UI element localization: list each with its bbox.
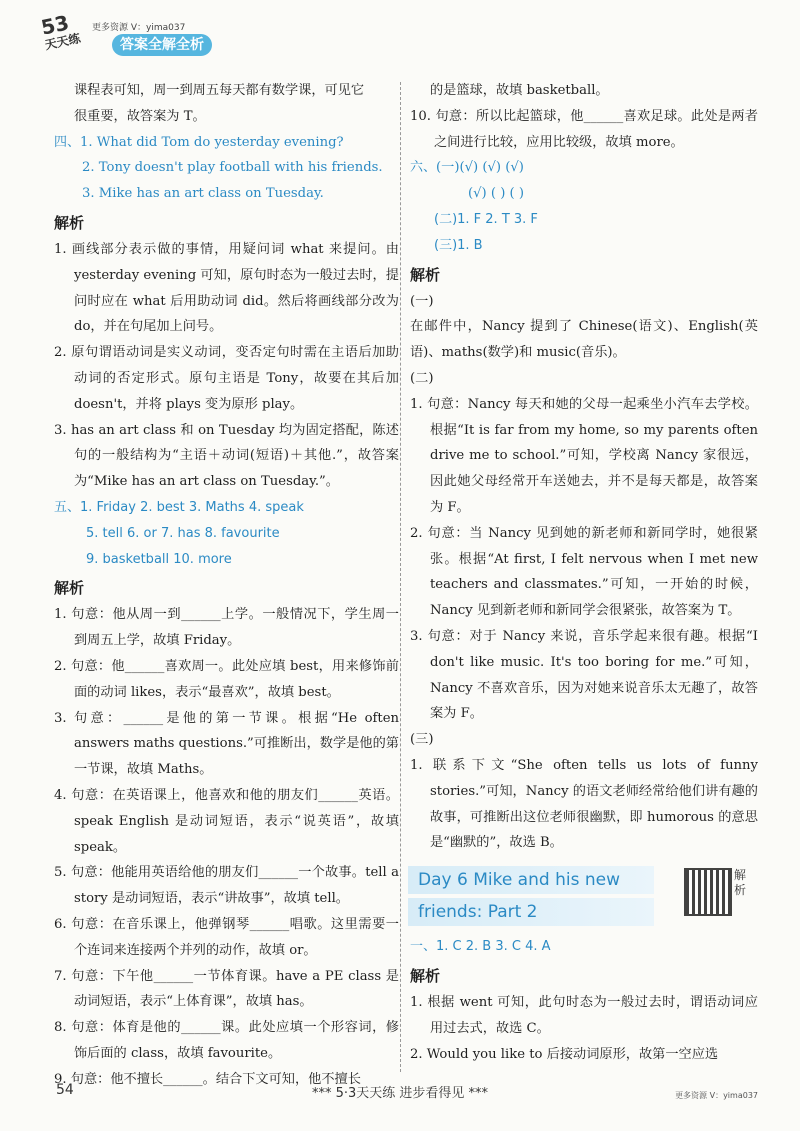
analysis-item: 1. 根据 went 可知，此句时态为一般过去时，谓语动词应用过去式，故选 C。 (410, 994, 758, 1036)
text-line: 课程表可知，周一到周五每天都有数学课，可见它 (74, 83, 365, 98)
analysis-item: 3. 句意：______是他的第一节课。根据“He often answers maths questions.”可推断出，数学是他的第一节课，故填 Maths。 (54, 710, 399, 778)
answer-line: 1. What did Tom do yesterday evening? (80, 134, 344, 150)
analysis-heading: 解析 (410, 265, 441, 284)
analysis-item: 2. 原句谓语动词是实义动词，变否定句时需在主语后加助动词的否定形式。原句主语是 Tony，故要在其后加 doesn't，并将 plays 变为原形 play。 (54, 345, 399, 412)
left-column (54, 78, 399, 1092)
qr-code-icon[interactable] (684, 868, 732, 916)
answer-line: (√) ( ) ( ) (468, 186, 525, 202)
section-5-label: 五、 (54, 499, 81, 515)
analysis-item: 1. 句意：Nancy 每天和她的父母一起乘坐小汽车去学校。根据“It is far from my home, so my parents often drive me to school.”可知，学校离 Nancy 家很远，因此她父母经常开车送她去，并不是每天都是，故答案为 F。 (410, 396, 758, 515)
analysis-item: 10. 句意：所以比起篮球，他______喜欢足球。此处是两者之间进行比较，应用比较级，故填 more。 (410, 108, 758, 150)
analysis-item: 8. 句意：体育是他的______课。此处应填一个形容词，修饰后面的 class，故填 favourite。 (54, 1020, 399, 1061)
footer-slogan: *** 5·3天天练 进步看得见 *** (311, 1086, 489, 1101)
section-4-label: 四、 (54, 134, 81, 150)
day-title-line: friends: Part 2 (408, 898, 654, 926)
analysis-item: 3. has an art class 和 on Tuesday 均为固定搭配，陈述句的一般结构为“主语＋动词(短语)＋其他.”，故答案为“Mike has an art class on Tuesday.”。 (54, 422, 399, 490)
qr-label: 解析 (734, 868, 747, 898)
answer-line: 5. tell 6. or 7. has 8. favourite (86, 525, 280, 541)
analysis-item: 2. 句意：他______喜欢周一。此处应填 best，用来修饰前面的动词 likes，表示“最喜欢”，故填 best。 (54, 658, 399, 700)
analysis-item: 7. 句意：下午他______一节体育课。have a PE class 是动词短语，表示“上体育课”，故填 has。 (54, 968, 399, 1010)
page-number: 54 (56, 1082, 74, 1098)
text-line: 很重要，故答案为 T。 (74, 108, 206, 124)
answer-line: (二)1. F 2. T 3. F (434, 211, 538, 227)
header-tag: 答案全解全析 (112, 34, 212, 56)
sub-section-label: (二) (410, 370, 434, 386)
answer-line: (三)1. B (434, 237, 483, 253)
page-header (0, 0, 800, 80)
footer-small-text: 更多资源 V：yima037 (675, 1091, 758, 1100)
analysis-item: 1. 画线部分表示做的事情，用疑问词 what 来提问。由 yesterday evening 可知，原句时态为一般过去时，提问时应在 what 后用助动词 did。然后将画线部分改为 do，并在句尾加上问号。 (54, 241, 399, 335)
answer-line: (一)(√) (√) (√) (436, 160, 524, 176)
answer-line: 9. basketball 10. more (86, 551, 232, 567)
answer-line: 一、1. C 2. B 3. C 4. A (410, 939, 551, 955)
analysis-item: 在邮件中，Nancy 提到了 Chinese(语文)、English(英语)、maths(数学)和 music(音乐)。 (410, 319, 758, 361)
day-banner (408, 866, 758, 928)
analysis-item: 5. 句意：他能用英语给他的朋友们______一个故事。tell a story 是动词短语，表示“讲故事”，故填 tell。 (54, 865, 399, 907)
sub-section-label: (一) (410, 293, 434, 309)
section-6-label: 六、 (410, 160, 437, 176)
right-column (410, 78, 758, 1067)
day-title-line: Day 6 Mike and his new (408, 866, 654, 894)
analysis-item: 4. 句意：在英语课上，他喜欢和他的朋友们______英语。speak English 是动词短语，表示“说英语”，故填 speak。 (54, 787, 399, 855)
analysis-item: 6. 句意：在音乐课上，他弹钢琴______唱歌。这里需要一个连词来连接两个并列的动作，故填 or。 (54, 916, 399, 958)
day-title (408, 866, 654, 930)
analysis-heading: 解析 (54, 579, 85, 598)
analysis-item: 1. 联系下文“She often tells us lots of funny stories.”可知，Nancy 的语文老师经常给他们讲有趣的故事，可推断出这位老师很幽默，即 humorous 的意思是“幽默的”，故选 B。 (410, 757, 758, 851)
logo-text: 天天练 (43, 31, 82, 53)
logo-number: 53 (38, 10, 72, 40)
analysis-item: 1. 句意：他从周一到______上学。一般情况下，学生周一到周五上学，故填 Friday。 (54, 607, 399, 649)
section-6-answer (410, 155, 758, 181)
brand-logo (39, 8, 93, 68)
analysis-item: 2. Would you like to 后接动词原形，故第一空应选 (410, 1046, 719, 1062)
answer-line: 1. Friday 2. best 3. Maths 4. speak (80, 499, 304, 515)
header-small-text: 更多资源 V：yima037 (92, 23, 186, 33)
analysis-heading: 解析 (410, 966, 441, 985)
text-line: 的是篮球，故填 basketball。 (430, 83, 609, 98)
section-4-answer (54, 130, 399, 156)
section-5-answer (54, 495, 399, 521)
answer-line: 3. Mike has an art class on Tuesday. (82, 186, 324, 202)
page-footer (0, 1082, 800, 1112)
sub-section-label: (三) (410, 732, 434, 748)
answer-line: 2. Tony doesn't play football with his friends. (82, 160, 383, 176)
column-divider (400, 82, 401, 1072)
analysis-heading: 解析 (54, 213, 85, 232)
analysis-item: 2. 句意：当 Nancy 见到她的新老师和新同学时，她很紧张。根据“At first, I felt nervous when I met new teachers and classmates.”可知，一开始的时候，Nancy 见到新老师和新同学会很紧张，故答案为 T。 (410, 525, 758, 619)
analysis-item: 3. 句意：对于 Nancy 来说，音乐学起来很有趣。根据“I don't like music. It's too boring for me.”可知，Nancy 不喜欢音乐，因为对她来说音乐太无趣了，故答案为 F。 (410, 628, 758, 722)
analysis-item: 9. 句意：他不擅长______。结合下文可知，他不擅长 (54, 1071, 361, 1087)
